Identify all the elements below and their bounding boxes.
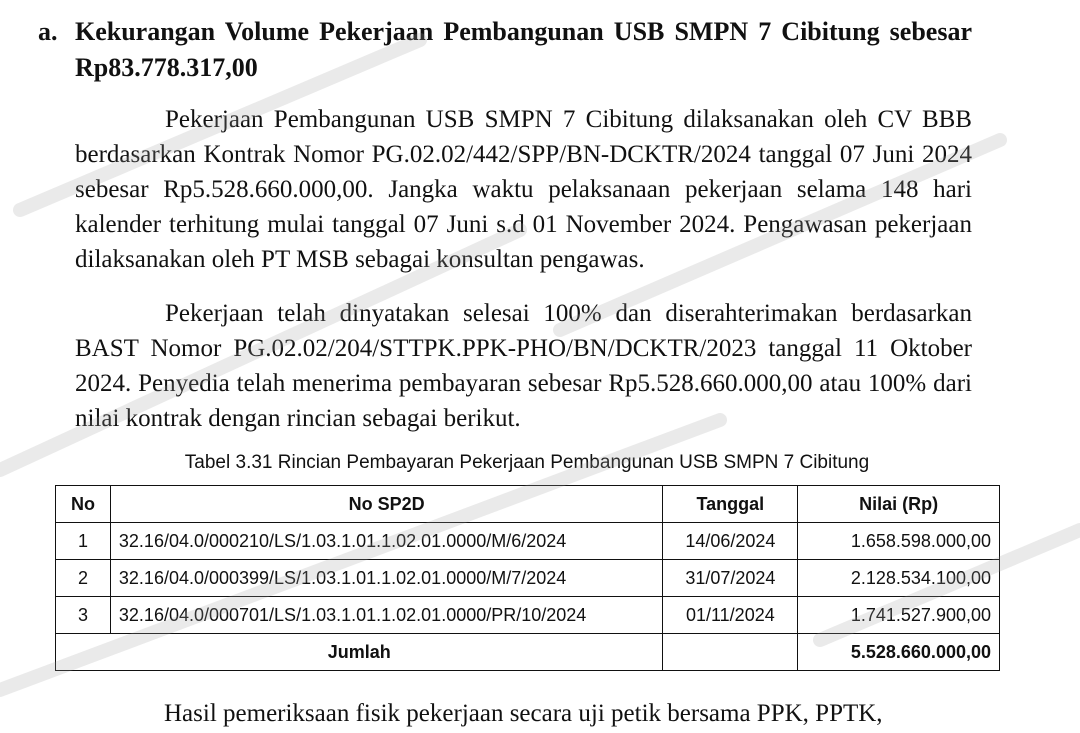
total-tanggal [663,634,798,671]
paragraph-completion-text: Pekerjaan telah dinyatakan selesai 100% dan diserahterimakan berdasarkan BAST Nomor PG.02.02/204/STTPK.PPK-PHO/BN/DCKTR/2023 tanggal 11 Oktober 2024. Penyedia telah menerima pembayaran sebesar Rp5.528.660.000,00 atau 100% dari nilai kontrak dengan rincian sebagai berikut. [75,300,972,432]
row-tanggal: 31/07/2024 [663,560,798,597]
paragraph-completion [75,296,972,436]
row-no: 3 [56,597,111,634]
row-sp2d: 32.16/04.0/000399/LS/1.03.1.01.1.02.01.0000/M/7/2024 [110,560,663,597]
table-row [56,560,1000,597]
table-row [56,523,1000,560]
row-sp2d: 32.16/04.0/000210/LS/1.03.1.01.1.02.01.0000/M/6/2024 [110,523,663,560]
row-tanggal: 14/06/2024 [663,523,798,560]
payment-table [55,485,1000,671]
section-marker: a. [38,17,58,46]
paragraph-contract-text: Pekerjaan Pembangunan USB SMPN 7 Cibitung dilaksanakan oleh CV BBB berdasarkan Kontrak Nomor PG.02.02/442/SPP/BN-DCKTR/2024 tanggal 07 Juni 2024 sebesar Rp5.528.660.000,00. Jangka waktu pelaksanaan pekerjaan selama 148 hari kalender terhitung mulai tanggal 07 Juni s.d 01 November 2024. Pengawasan pekerjaan dilaksanakan oleh PT MSB sebagai konsultan pengawas. [75,106,972,273]
header-tanggal: Tanggal [663,486,798,523]
row-tanggal: 01/11/2024 [663,597,798,634]
section-title: Kekurangan Volume Pekerjaan Pembangunan USB SMPN 7 Cibitung sebesar Rp83.778.317,00 [75,17,972,82]
row-nilai: 1.741.527.900,00 [798,597,1000,634]
table-caption: Tabel 3.31 Rincian Pembayaran Pekerjaan Pembangunan USB SMPN 7 Cibitung [184,452,870,473]
row-no: 1 [56,523,111,560]
table-row [56,597,1000,634]
row-nilai: 2.128.534.100,00 [798,560,1000,597]
row-no: 2 [56,560,111,597]
header-nilai: Nilai (Rp) [798,486,1000,523]
paragraph-contract [75,102,972,277]
paragraph-inspection: Hasil pemeriksaan fisik pekerjaan secara uji petik bersama PPK, PPTK, [164,700,883,727]
section-heading [38,14,972,86]
table-total-row [56,634,1000,671]
row-nilai: 1.658.598.000,00 [798,523,1000,560]
total-label: Jumlah [56,634,663,671]
table-header-row [56,486,1000,523]
total-nilai: 5.528.660.000,00 [798,634,1000,671]
header-no: No [56,486,111,523]
row-sp2d: 32.16/04.0/000701/LS/1.03.1.01.1.02.01.0000/PR/10/2024 [110,597,663,634]
header-sp2d: No SP2D [110,486,663,523]
